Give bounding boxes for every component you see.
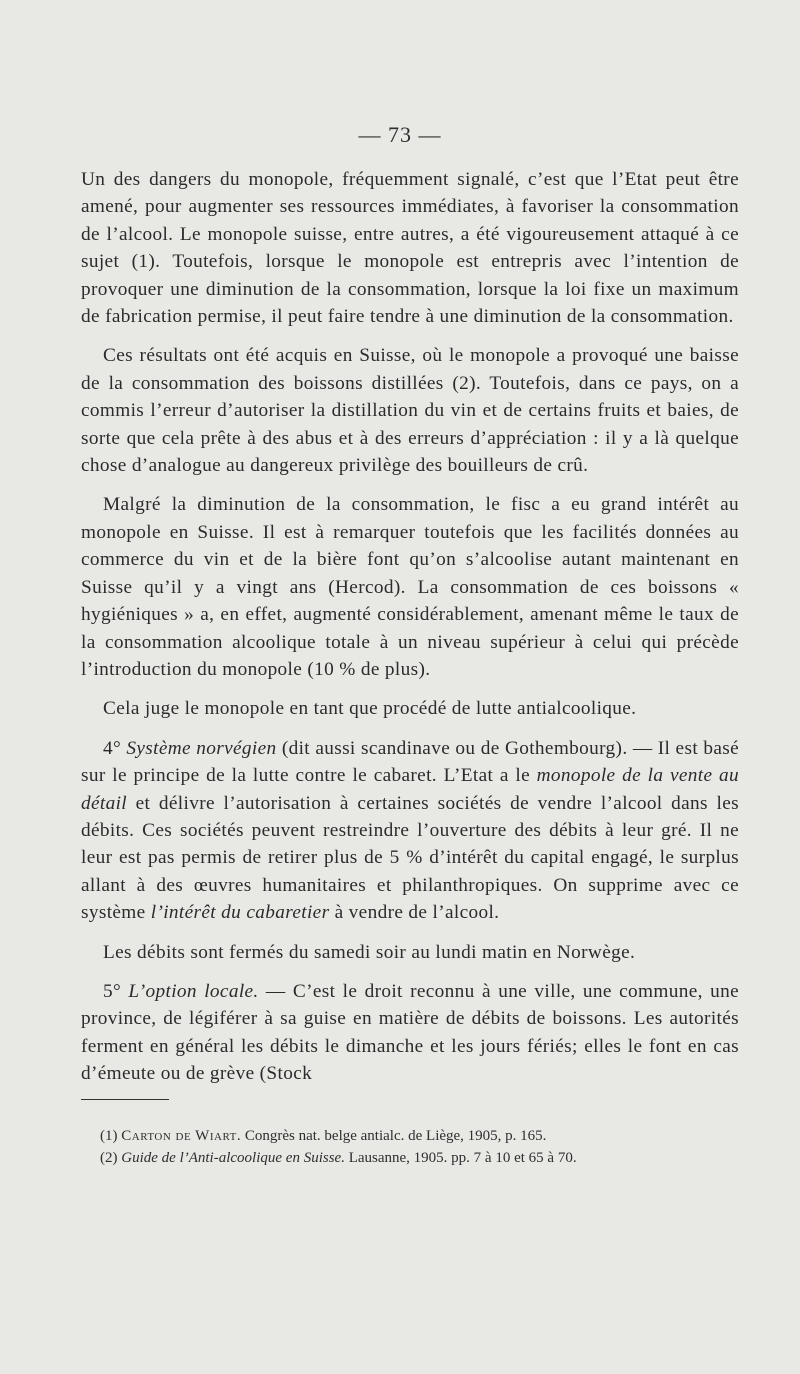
- paragraph: Un des dangers du monopole, fréquemment signalé, c’est que l’Etat peut être amené, pour augmenter ses ressources immédiates, à favoriser la consommation de l’alcool. Le monopole suisse, entre autres, a été vigoureusement attaqué à ce sujet (1). Toutefois, lorsque le monopole est entrepris avec l’intention de provoquer une diminution de la consommation, lorsque la loi fixe un maximum de fabrication permise, il peut faire tendre à une diminution de la consommation.: [81, 169, 739, 328]
- paragraph: Les débits sont fermés du samedi soir au lundi matin en Norwège.: [103, 941, 636, 963]
- footnote-mark: (1): [100, 1128, 118, 1144]
- page-number: — 73 —: [358, 122, 442, 147]
- section-4-italic: l’intérêt du cabaretier: [150, 902, 330, 924]
- section-4-text: et délivre l’autorisation à certaines sociétés de vendre l’alcool dans les débits. Ces sociétés peuvent restreindre l’ouverture des débits à leur gré. Il ne leur est pas permis de retirer plus de 5 % d’intérêt du capital engagé, le surplus allant à des œuvres humanitaires et philanthropiques. On supprime avec ce système: [81, 792, 739, 924]
- section-4-italic: monopole de la vente au détail: [81, 765, 739, 814]
- footnote-mark: (2): [100, 1150, 118, 1166]
- section-4-number: 4°: [103, 737, 122, 759]
- paragraph: Ces résultats ont été acquis en Suisse, où le monopole a provoqué une baisse de la consommation des boissons distillées (2). Toutefois, dans ce pays, on a commis l’erreur d’autoriser la distillation du vin et de certains fruits et baies, de sorte que cela prête à des abus et à des erreurs d’appréciation : il y a là quelque chose d’analogue au dangereux privilège des bouilleurs de crû.: [81, 345, 739, 477]
- footnotes: [100, 1125, 740, 1169]
- section-4-text: (dit aussi scandinave ou de Gothembourg). — Il est basé sur le principe de la lutte contre le cabaret. L’Etat a le: [81, 737, 740, 787]
- section-4-text: à vendre de l’alcool.: [329, 902, 500, 924]
- paragraph: Cela juge le monopole en tant que procédé de lutte antialcoolique.: [103, 698, 637, 720]
- footnote-text: Lausanne, 1905. pp. 7 à 10 et 65 à 70.: [344, 1150, 577, 1166]
- footnote-divider: [81, 1099, 169, 1100]
- section-5-text: — C’est le droit reconnu à une ville, une commune, une province, de légiférer à sa guise en matière de débits de boissons. Les autorités ferment en général les débits le dimanche et les jours fériés; elles le font en cas d’émeute ou de grève (Stock: [81, 980, 740, 1085]
- footnote-author: Carton de Wiart.: [121, 1128, 242, 1144]
- body-text: [81, 166, 739, 1100]
- section-5-number: 5°: [103, 980, 122, 1002]
- footnote-text: Congrès nat. belge antialc. de Liège, 1905, p. 165.: [241, 1128, 547, 1144]
- section-5-title: L’option locale.: [128, 980, 259, 1002]
- section-4-paragraph: [81, 735, 739, 927]
- footnote: [100, 1125, 740, 1147]
- footnote: [100, 1147, 740, 1169]
- section-4-title: Système norvégien: [126, 737, 277, 759]
- paragraph: Malgré la diminution de la consommation, le fisc a eu grand intérêt au monopole en Suisse. Il est à remarquer toutefois que les facilités données au commerce du vin et de la bière font qu’on s’alcoolise autant maintenant en Suisse qu’il y a vingt ans (Hercod). La consommation de ces boissons « hygiéniques » a, en effet, augmenté considérablement, amenant même le taux de la consommation alcoolique totale à un niveau supérieur à celui qui précède l’introduction du monopole (10 % de plus).: [81, 494, 739, 680]
- section-5-paragraph: [81, 978, 739, 1088]
- footnote-title: Guide de l’Anti-alcoolique en Suisse.: [121, 1150, 345, 1166]
